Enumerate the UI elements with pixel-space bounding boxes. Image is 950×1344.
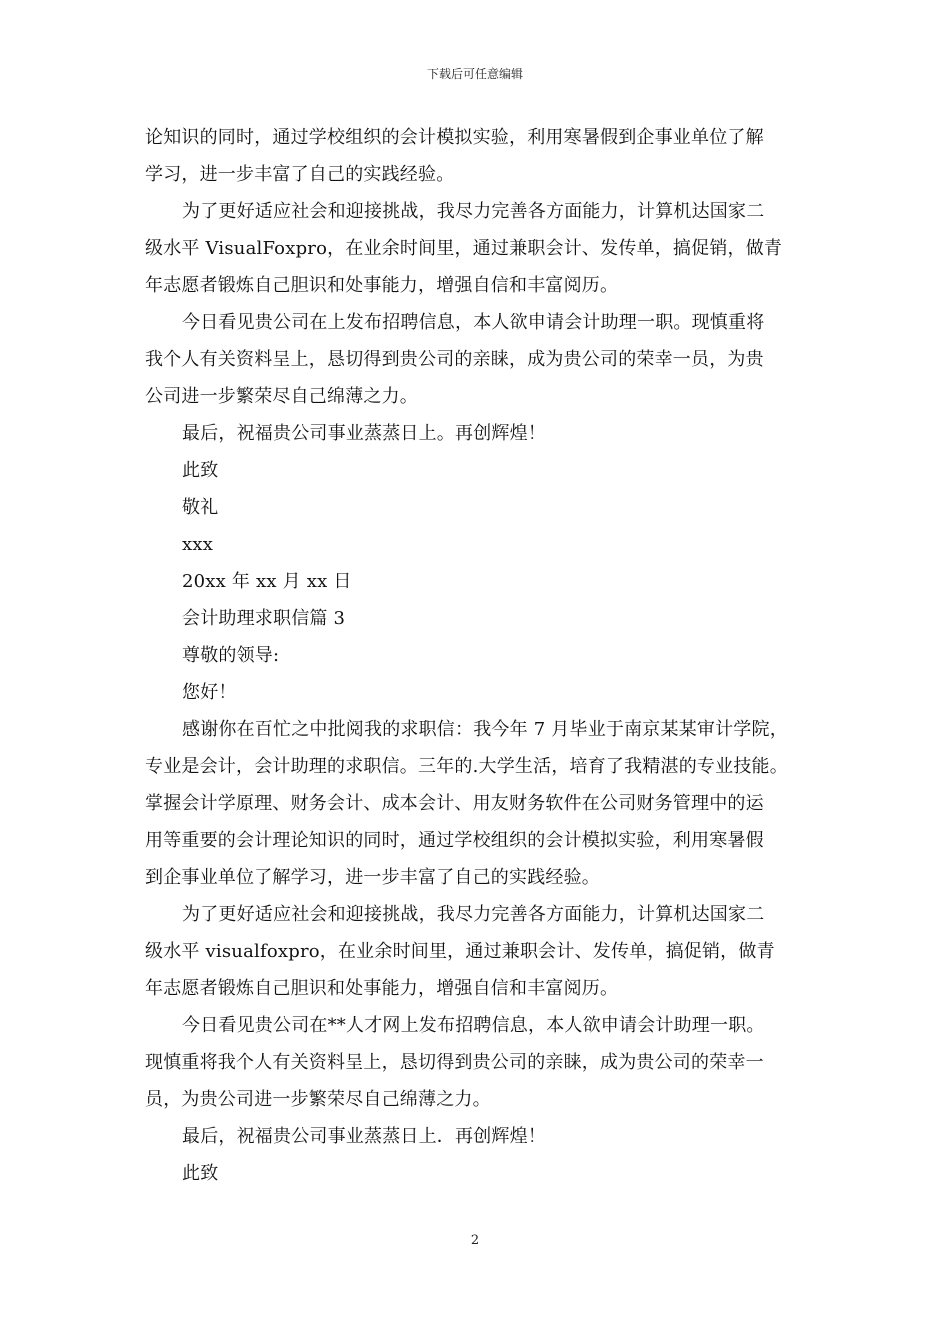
text-line: 今日看见贵公司在**人才网上发布招聘信息，本人欲申请会计助理一职。: [182, 1015, 765, 1036]
text-line: 专业是会计，会计助理的求职信。三年的.大学生活，培育了我精湛的专业技能。: [145, 756, 788, 777]
text-line: 敬礼: [182, 497, 219, 518]
text-line: 您好！: [182, 682, 237, 703]
text-line: xxx: [182, 534, 214, 555]
text-line: 为了更好适应社会和迎接挑战，我尽力完善各方面能力，计算机达国家二: [182, 201, 765, 222]
text-line: 级水平 visualfoxpro，在业余时间里，通过兼职会计、发传单，搞促销，做青: [145, 941, 775, 962]
document-body: [145, 119, 810, 1192]
text-line: 公司进一步繁荣尽自己绵薄之力。: [145, 386, 418, 407]
page-number: 2: [470, 1233, 480, 1248]
text-line: 尊敬的领导:: [182, 645, 280, 666]
page-header-note: 下载后可任意编辑: [426, 67, 523, 81]
text-line: 最后，祝福贵公司事业蒸蒸日上．再创辉煌！: [182, 1126, 546, 1147]
text-line: 年志愿者锻炼自己胆识和处事能力，增强自信和丰富阅历。: [145, 978, 619, 999]
text-line: 到企事业单位了解学习，进一步丰富了自己的实践经验。: [145, 867, 600, 888]
text-line: 掌握会计学原理、财务会计、成本会计、用友财务软件在公司财务管理中的运: [145, 793, 764, 814]
text-line: 用等重要的会计理论知识的同时，通过学校组织的会计模拟实验，利用寒暑假: [145, 830, 764, 851]
text-line: 此致: [182, 460, 219, 481]
text-line: 现慎重将我个人有关资料呈上，恳切得到贵公司的亲睐，成为贵公司的荣幸一: [145, 1052, 764, 1073]
text-line: 员，为贵公司进一步繁荣尽自己绵薄之力。: [145, 1089, 491, 1110]
text-line: 论知识的同时，通过学校组织的会计模拟实验，利用寒暑假到企事业单位了解: [145, 127, 764, 148]
section-heading: 会计助理求职信篇 3: [182, 608, 346, 629]
text-line: 今日看见贵公司在上发布招聘信息，本人欲申请会计助理一职。现慎重将: [182, 312, 765, 333]
text-line: 级水平 VisualFoxpro，在业余时间里，通过兼职会计、发传单，搞促销，做青: [145, 238, 783, 259]
text-line: 学习，进一步丰富了自己的实践经验。: [145, 164, 455, 185]
text-line: 20xx 年 xx 月 xx 日: [182, 571, 352, 592]
text-line: 为了更好适应社会和迎接挑战，我尽力完善各方面能力，计算机达国家二: [182, 904, 765, 925]
text-line: 此致: [182, 1163, 219, 1184]
text-line: 最后，祝福贵公司事业蒸蒸日上。再创辉煌！: [182, 423, 546, 444]
text-line: 我个人有关资料呈上，恳切得到贵公司的亲睐，成为贵公司的荣幸一员，为贵: [145, 349, 764, 370]
text-line: 年志愿者锻炼自己胆识和处事能力，增强自信和丰富阅历。: [145, 275, 619, 296]
text-line: 感谢你在百忙之中批阅我的求职信：我今年 7 月毕业于南京某某审计学院，: [182, 719, 788, 740]
